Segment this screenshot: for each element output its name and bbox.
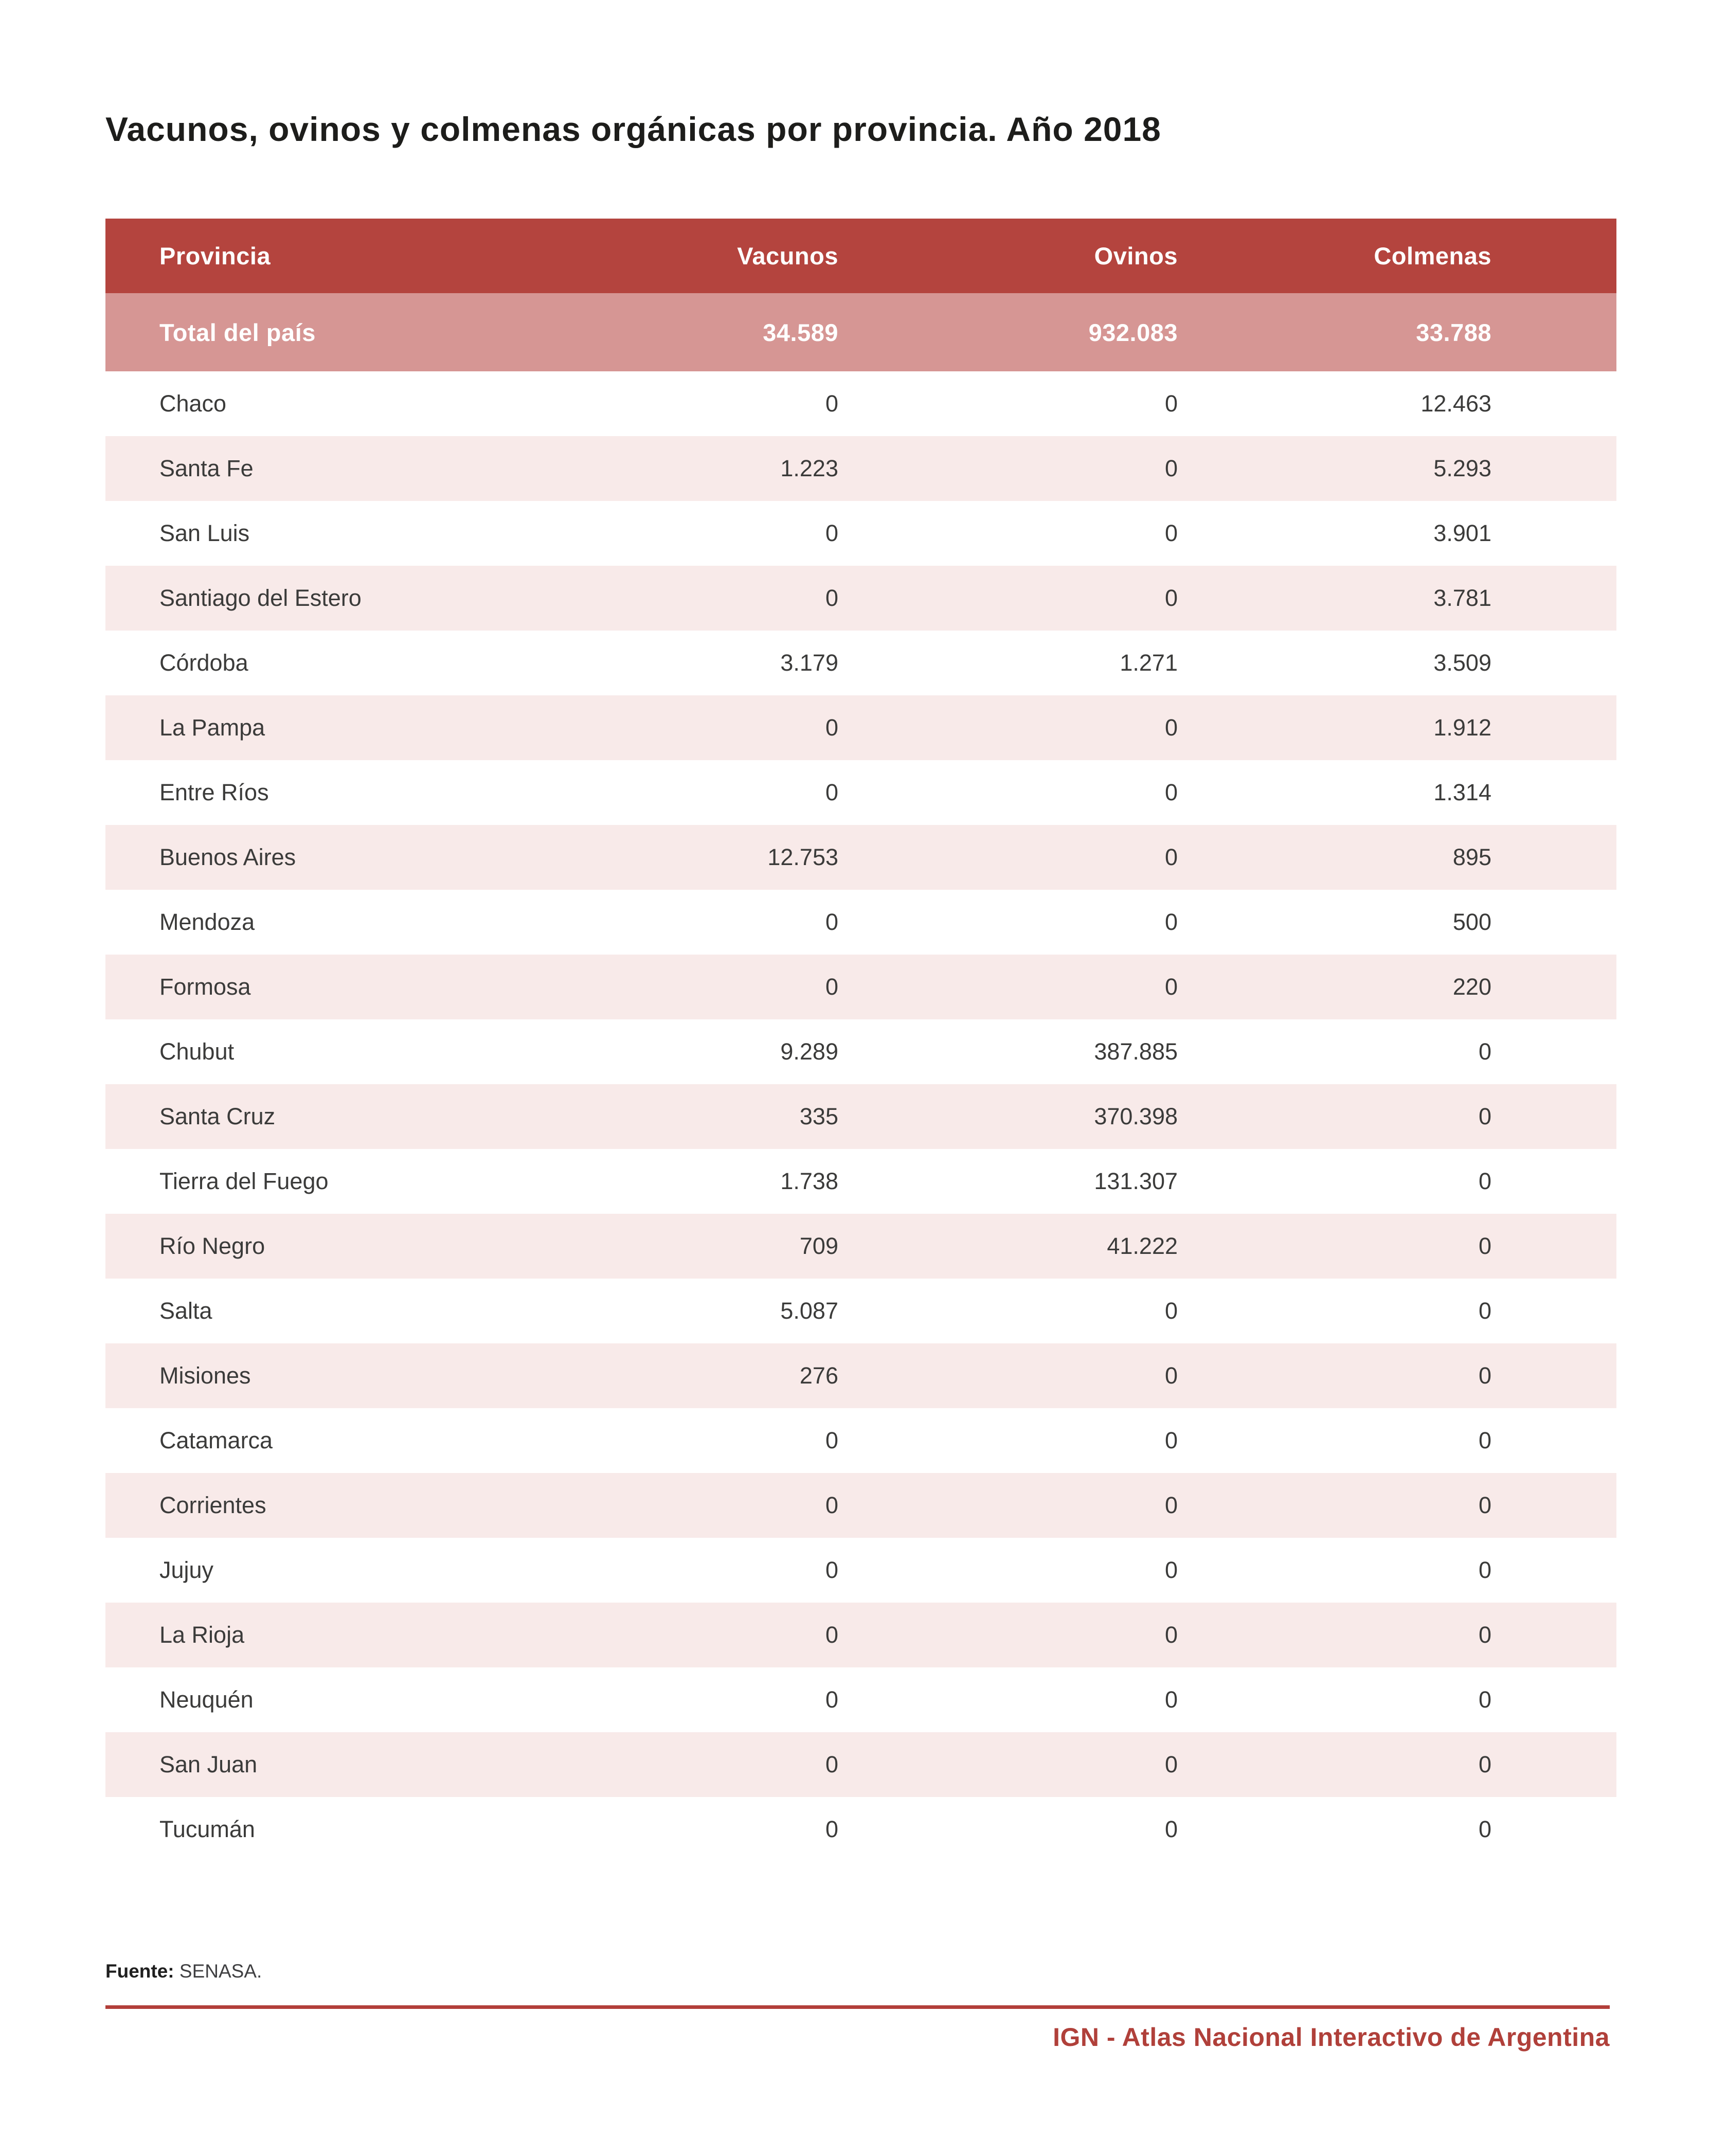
branding-text: IGN - Atlas Nacional Interactivo de Argentina — [1053, 2023, 1610, 2052]
vacunos-value: 3.179 — [780, 650, 838, 676]
table-row — [105, 1797, 1616, 1862]
vacunos-value: 0 — [825, 974, 838, 1000]
colmenas-value: 895 — [1452, 844, 1491, 870]
province-name: Entre Ríos — [159, 779, 269, 805]
ovinos-value: 0 — [1164, 585, 1178, 611]
colmenas-value: 0 — [1478, 1751, 1491, 1777]
province-name: La Pampa — [159, 714, 265, 741]
colmenas-value: 1.314 — [1433, 779, 1491, 805]
table-row — [105, 1279, 1616, 1343]
vacunos-value: 1.223 — [780, 455, 838, 481]
table-row — [105, 1343, 1616, 1408]
vacunos-value: 0 — [825, 1816, 838, 1842]
table-row — [105, 436, 1616, 501]
province-name: Corrientes — [159, 1492, 266, 1518]
province-name: Jujuy — [159, 1557, 214, 1583]
total-colmenas: 33.788 — [1416, 318, 1491, 346]
vacunos-value: 0 — [825, 779, 838, 805]
province-name: Catamarca — [159, 1427, 273, 1453]
colmenas-value: 3.781 — [1433, 585, 1491, 611]
vacunos-value: 0 — [825, 909, 838, 935]
colmenas-value: 3.509 — [1433, 650, 1491, 676]
vacunos-value: 5.087 — [780, 1298, 838, 1324]
ovinos-value: 0 — [1164, 779, 1178, 805]
table-row — [105, 1019, 1616, 1084]
vacunos-value: 0 — [825, 1622, 838, 1648]
colmenas-value: 0 — [1478, 1168, 1491, 1194]
colmenas-value: 0 — [1478, 1103, 1491, 1129]
colmenas-value: 3.901 — [1433, 520, 1491, 546]
table-row — [105, 890, 1616, 955]
ovinos-value: 0 — [1164, 1622, 1178, 1648]
ovinos-value: 370.398 — [1094, 1103, 1178, 1129]
vacunos-value: 0 — [825, 714, 838, 741]
table-row — [105, 371, 1616, 436]
ovinos-value: 0 — [1164, 1816, 1178, 1842]
table-row — [105, 1603, 1616, 1667]
vacunos-value: 9.289 — [780, 1038, 838, 1065]
total-ovinos: 932.083 — [1088, 318, 1178, 346]
ovinos-value: 0 — [1164, 1751, 1178, 1777]
table-row — [105, 501, 1616, 566]
ovinos-value: 387.885 — [1094, 1038, 1178, 1065]
vacunos-value: 1.738 — [780, 1168, 838, 1194]
province-name: San Luis — [159, 520, 250, 546]
province-name: Misiones — [159, 1362, 251, 1389]
footer-divider-line — [105, 2005, 1610, 2009]
table-row — [105, 825, 1616, 890]
vacunos-value: 0 — [825, 1686, 838, 1713]
colmenas-value: 0 — [1478, 1233, 1491, 1259]
ovinos-value: 0 — [1164, 974, 1178, 1000]
colmenas-value: 0 — [1478, 1298, 1491, 1324]
province-name: Río Negro — [159, 1233, 265, 1259]
ovinos-value: 0 — [1164, 844, 1178, 870]
provinces-table — [105, 219, 1616, 1862]
ovinos-value: 0 — [1164, 1362, 1178, 1389]
colmenas-value: 0 — [1478, 1816, 1491, 1842]
colmenas-value: 0 — [1478, 1557, 1491, 1583]
province-name: Tucumán — [159, 1816, 255, 1842]
vacunos-value: 0 — [825, 585, 838, 611]
province-name: La Rioja — [159, 1622, 245, 1648]
vacunos-value: 276 — [799, 1362, 838, 1389]
colmenas-value: 0 — [1478, 1622, 1491, 1648]
table-body — [105, 371, 1616, 1862]
column-header-colmenas: Colmenas — [1374, 242, 1491, 270]
column-header-vacunos: Vacunos — [737, 242, 838, 270]
colmenas-value: 12.463 — [1420, 390, 1491, 417]
province-name: Formosa — [159, 974, 251, 1000]
colmenas-value: 500 — [1452, 909, 1491, 935]
ovinos-value: 0 — [1164, 1492, 1178, 1518]
province-name: Neuquén — [159, 1686, 254, 1713]
colmenas-value: 0 — [1478, 1427, 1491, 1453]
province-name: Chaco — [159, 390, 227, 417]
province-name: Chubut — [159, 1038, 235, 1065]
column-header-provincia: Provincia — [159, 242, 271, 270]
province-name: Santa Fe — [159, 455, 254, 481]
province-name: Buenos Aires — [159, 844, 296, 870]
table-row — [105, 1538, 1616, 1603]
ovinos-value: 0 — [1164, 455, 1178, 481]
province-name: Tierra del Fuego — [159, 1168, 329, 1194]
table-row — [105, 760, 1616, 825]
table-header-row — [105, 219, 1616, 293]
vacunos-value: 335 — [799, 1103, 838, 1129]
source-label: Fuente: — [105, 1961, 174, 1982]
ovinos-value: 1.271 — [1120, 650, 1178, 676]
province-name: San Juan — [159, 1751, 258, 1777]
colmenas-value: 1.912 — [1433, 714, 1491, 741]
ovinos-value: 0 — [1164, 909, 1178, 935]
table-row — [105, 955, 1616, 1019]
table-row — [105, 631, 1616, 695]
province-name: Santa Cruz — [159, 1103, 276, 1129]
ovinos-value: 0 — [1164, 1686, 1178, 1713]
province-name: Santiago del Estero — [159, 585, 362, 611]
table-row — [105, 1214, 1616, 1279]
vacunos-value: 0 — [825, 1557, 838, 1583]
colmenas-value: 0 — [1478, 1686, 1491, 1713]
vacunos-value: 0 — [825, 1427, 838, 1453]
colmenas-value: 220 — [1452, 974, 1491, 1000]
ovinos-value: 0 — [1164, 1557, 1178, 1583]
ovinos-value: 0 — [1164, 1298, 1178, 1324]
vacunos-value: 0 — [825, 1751, 838, 1777]
ovinos-value: 41.222 — [1107, 1233, 1178, 1259]
column-header-ovinos: Ovinos — [1094, 242, 1178, 270]
page-title: Vacunos, ovinos y colmenas orgánicas por provincia. Año 2018 — [105, 110, 1161, 148]
source-note — [105, 1961, 262, 1982]
ovinos-value: 0 — [1164, 390, 1178, 417]
colmenas-value: 0 — [1478, 1362, 1491, 1389]
table-row — [105, 1408, 1616, 1473]
province-name: Salta — [159, 1298, 212, 1324]
vacunos-value: 709 — [799, 1233, 838, 1259]
colmenas-value: 0 — [1478, 1492, 1491, 1518]
ovinos-value: 0 — [1164, 1427, 1178, 1453]
total-label: Total del país — [159, 318, 316, 346]
vacunos-value: 0 — [825, 520, 838, 546]
ovinos-value: 0 — [1164, 520, 1178, 546]
table-row — [105, 1149, 1616, 1214]
vacunos-value: 12.753 — [767, 844, 838, 870]
ovinos-value: 0 — [1164, 714, 1178, 741]
vacunos-value: 0 — [825, 1492, 838, 1518]
source-value: SENASA. — [174, 1961, 262, 1982]
ovinos-value: 131.307 — [1094, 1168, 1178, 1194]
table-row — [105, 566, 1616, 631]
province-name: Mendoza — [159, 909, 255, 935]
colmenas-value: 0 — [1478, 1038, 1491, 1065]
table-row — [105, 1732, 1616, 1797]
province-name: Córdoba — [159, 650, 248, 676]
vacunos-value: 0 — [825, 390, 838, 417]
table-row — [105, 1084, 1616, 1149]
total-vacunos: 34.589 — [763, 318, 838, 346]
table-row — [105, 1667, 1616, 1732]
table-row — [105, 695, 1616, 760]
total-row — [105, 293, 1616, 371]
table-row — [105, 1473, 1616, 1538]
colmenas-value: 5.293 — [1433, 455, 1491, 481]
